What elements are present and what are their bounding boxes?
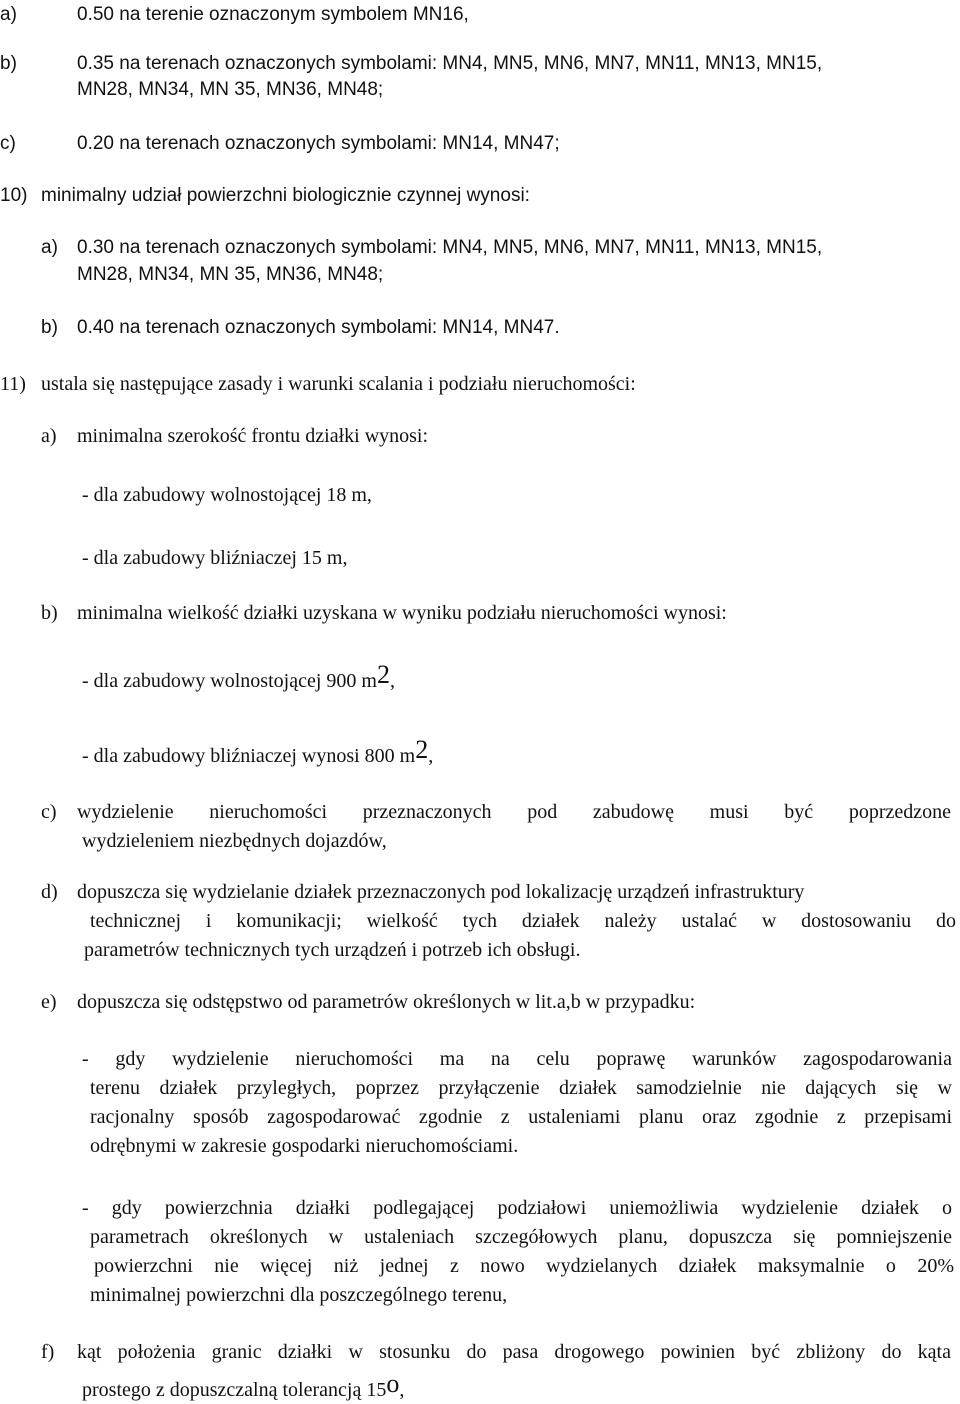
- list-label-c: c): [0, 133, 16, 154]
- list-item-text: minimalna wielkość działki uzyskana w wyniku podziału nieruchomości wynosi:: [77, 602, 727, 624]
- paragraph-line: minimalnej powierzchni dla poszczególnego terenu,: [90, 1284, 508, 1306]
- list-label-a: a): [41, 237, 58, 258]
- item-number-11: 11): [0, 373, 26, 395]
- paragraph-line: wydzielenie nieruchomości przeznaczonych pod zabudowę musi być poprzedzone: [77, 801, 951, 823]
- list-label-d: d): [41, 881, 58, 903]
- list-item-text: 0.50 na terenie oznaczonym symbolem MN16,: [77, 4, 469, 25]
- paragraph-line: parametrów technicznych tych urządzeń i potrzeb ich obsługi.: [84, 939, 581, 961]
- paragraph-line: kąt położenia granic działki w stosunku do pasa drogowego powinien być zbliżony do kąta: [77, 1341, 951, 1363]
- item-text: ustala się następujące zasady i warunki scalania i podziału nieruchomości:: [41, 373, 636, 395]
- list-item-text: 0.40 na terenach oznaczonych symbolami: MN14, MN47.: [77, 317, 560, 338]
- list-item-text: 0.20 na terenach oznaczonych symbolami: MN14, MN47;: [77, 133, 560, 154]
- superscript: o: [386, 1369, 400, 1398]
- superscript: 2: [415, 735, 429, 764]
- paragraph-line: parametrach określonych w ustaleniach szczegółowych planu, dopuszcza się pomniejszenie: [90, 1226, 952, 1248]
- dash-item: - dla zabudowy bliźniaczej 15 m,: [82, 547, 348, 569]
- paragraph-line: prostego z dopuszczalną tolerancją 15$^o$,: [82, 1369, 405, 1401]
- paragraph-line: technicznej i komunikacji; wielkość tych działek należy ustalać w dostosowaniu do: [90, 910, 956, 932]
- superscript: 2: [376, 660, 390, 689]
- list-label-b: b): [41, 317, 58, 338]
- dash-item: - dla zabudowy bliźniaczej wynosi 800 $m^2$,: [82, 735, 434, 767]
- paragraph-line: - gdy wydzielenie nieruchomości ma na celu poprawę warunków zagospodarowania: [82, 1048, 952, 1070]
- list-label-a: a): [0, 4, 17, 25]
- paragraph-line: racjonalny sposób zagospodarować zgodnie z ustaleniami planu oraz zgodnie z przepisami: [90, 1106, 952, 1128]
- item-number-10: 10): [0, 185, 28, 206]
- paragraph-line: dopuszcza się wydzielanie działek przeznaczonych pod lokalizację urządzeń infrastruktury: [77, 881, 805, 903]
- list-item-continuation: MN28, MN34, MN 35, MN36, MN48;: [77, 79, 384, 100]
- list-item-text: minimalna szerokość frontu działki wynosi:: [77, 425, 429, 447]
- list-item-text: 0.35 na terenach oznaczonych symbolami: MN4, MN5, MN6, MN7, MN11, MN13, MN15,: [77, 53, 823, 74]
- list-label-c: c): [41, 801, 57, 823]
- paragraph-line: - gdy powierzchnia działki podlegającej podziałowi uniemożliwia wydzielenie działek o: [82, 1197, 952, 1219]
- list-label-a: a): [41, 425, 57, 447]
- list-label-f: f): [41, 1341, 55, 1363]
- dash-item: - dla zabudowy wolnostojącej 18 m,: [82, 484, 372, 506]
- paragraph-line: wydzieleniem niezbędnych dojazdów,: [82, 830, 387, 852]
- list-label-b: b): [41, 602, 58, 624]
- dash-item: - dla zabudowy wolnostojącej 900 $m^2$,: [82, 660, 395, 692]
- list-item-text: dopuszcza się odstępstwo od parametrów określonych w lit.a,b w przypadku:: [77, 991, 696, 1013]
- list-label-e: e): [41, 991, 57, 1013]
- list-label-b: b): [0, 53, 17, 74]
- list-item-text: 0.30 na terenach oznaczonych symbolami: MN4, MN5, MN6, MN7, MN11, MN13, MN15,: [77, 237, 823, 258]
- list-item-continuation: MN28, MN34, MN 35, MN36, MN48;: [77, 264, 384, 285]
- item-text: minimalny udział powierzchni biologicznie czynnej wynosi:: [41, 185, 530, 206]
- paragraph-line: odrębnymi w zakresie gospodarki nieruchomościami.: [90, 1135, 519, 1157]
- paragraph-line: powierzchni nie więcej niż jednej z nowo wydzielanych działek maksymalnie o 20%: [94, 1255, 954, 1277]
- paragraph-line: terenu działek przyległych, poprzez przyłączenie działek samodzielnie nie dających się w: [90, 1077, 952, 1099]
